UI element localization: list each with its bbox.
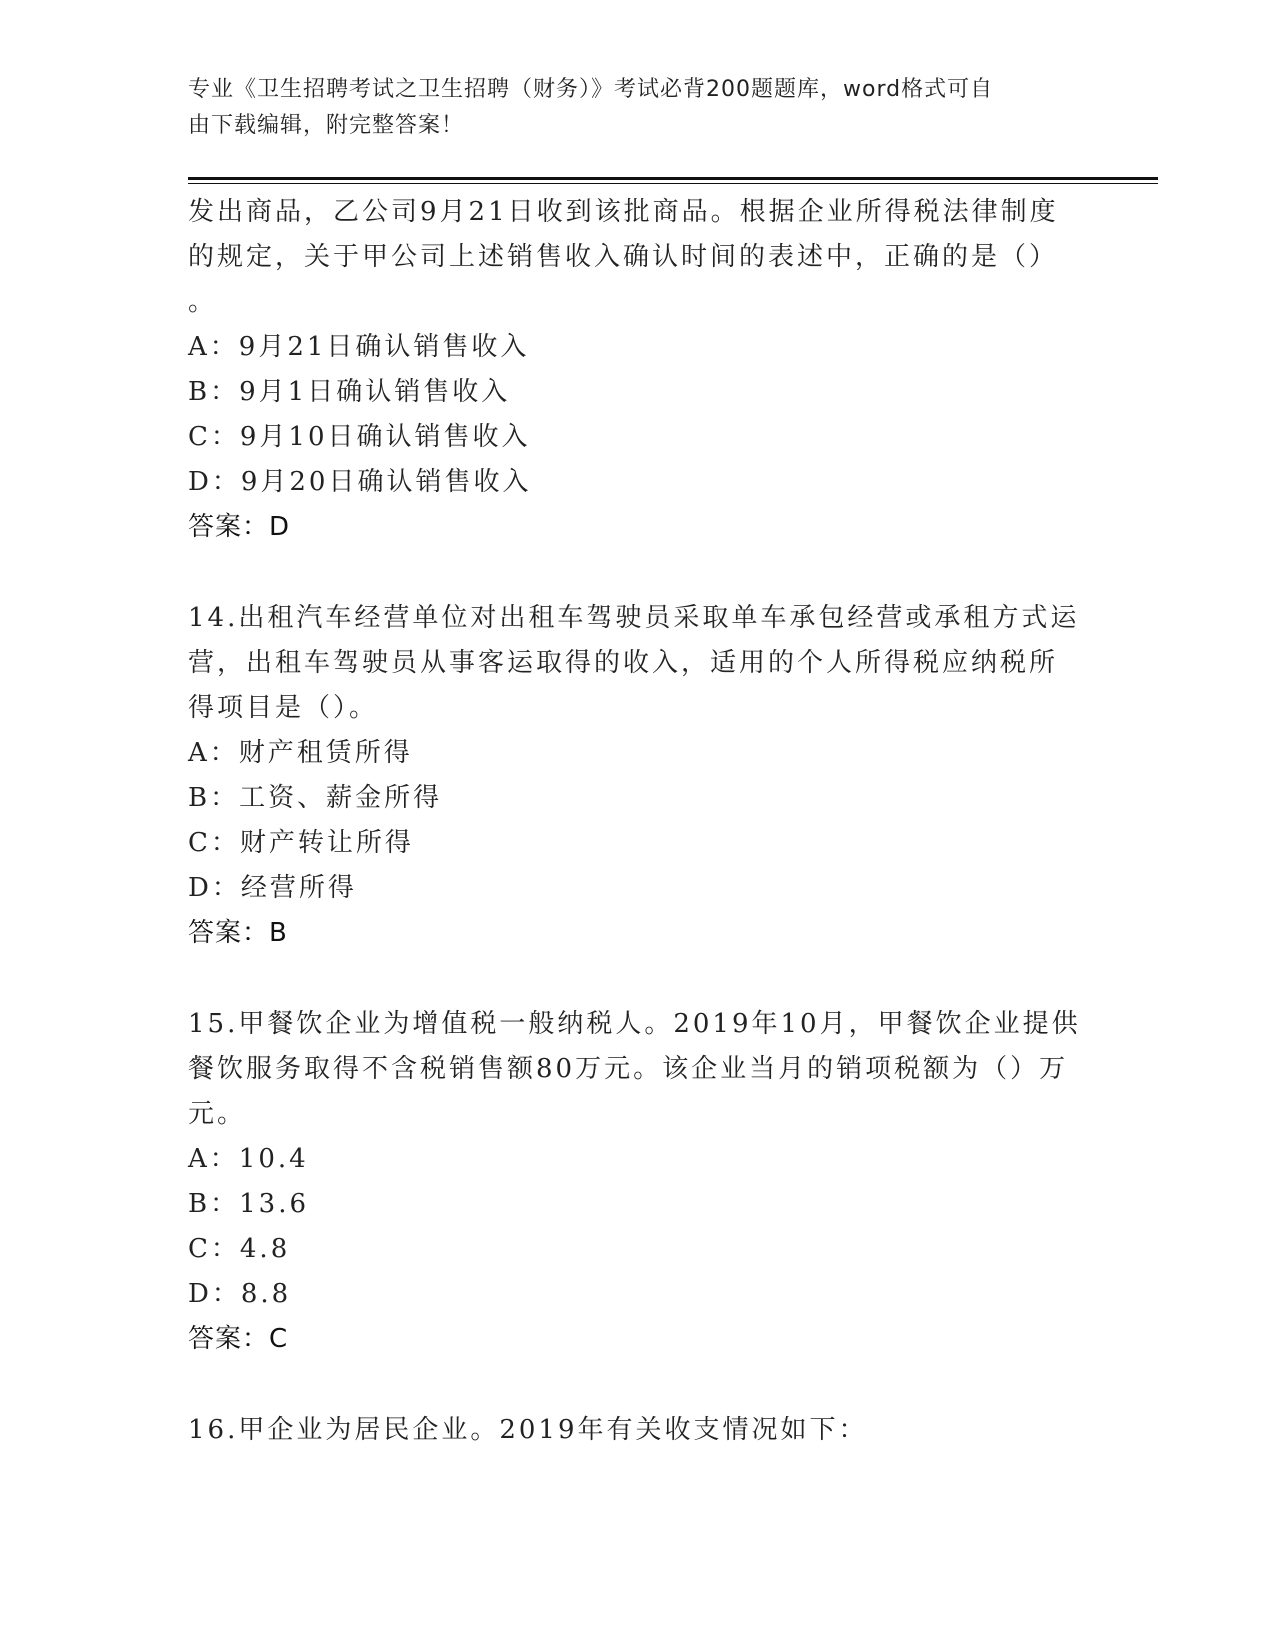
question-16 [188, 1408, 1088, 1453]
option-d: D：9月20日确认销售收入 [188, 467, 532, 497]
option-d: D：8.8 [188, 1279, 292, 1309]
option-d: D：经营所得 [188, 873, 357, 903]
question-14 [188, 596, 1088, 956]
question-15 [188, 1002, 1088, 1362]
spacer [188, 1362, 1088, 1408]
question-text-line: 15.甲餐饮企业为增值税一般纳税人。2019年10月，甲餐饮企业提供 [188, 1009, 1081, 1039]
spacer [188, 550, 1088, 596]
option-b: B：9月1日确认销售收入 [188, 377, 511, 407]
answer: 答案：B [188, 918, 288, 948]
question-13 [188, 190, 1088, 550]
header-line-2: 由下载编辑，附完整答案！ [188, 113, 465, 138]
document-body [188, 190, 1088, 1453]
question-text-line: 。 [188, 287, 218, 317]
question-text-line: 营，出租车驾驶员从事客运取得的收入，适用的个人所得税应纳税所 [188, 648, 1059, 678]
question-text-line: 元。 [188, 1099, 247, 1129]
option-a: A：10.4 [188, 1144, 309, 1174]
option-c: C：9月10日确认销售收入 [188, 422, 531, 452]
option-b: B：工资、薪金所得 [188, 783, 443, 813]
header-line-1: 专业《卫生招聘考试之卫生招聘（财务）》考试必背200题题库，word格式可自 [188, 77, 994, 102]
question-text-line: 餐饮服务取得不含税销售额80万元。该企业当月的销项税额为（）万 [188, 1054, 1069, 1084]
question-text-line: 的规定，关于甲公司上述销售收入确认时间的表述中，正确的是（） [188, 242, 1059, 272]
header-divider-thick [188, 177, 1158, 180]
document-header [188, 72, 1068, 144]
answer: 答案：C [188, 1324, 289, 1354]
option-c: C：财产转让所得 [188, 828, 414, 858]
question-text-line: 得项目是（）。 [188, 693, 379, 723]
option-a: A：财产租赁所得 [188, 738, 413, 768]
answer: 答案：D [188, 512, 291, 542]
option-c: C：4.8 [188, 1234, 291, 1264]
option-b: B：13.6 [188, 1189, 309, 1219]
option-a: A：9月21日确认销售收入 [188, 332, 530, 362]
spacer [188, 956, 1088, 1002]
question-text-line: 16.甲企业为居民企业。2019年有关收支情况如下： [188, 1415, 868, 1445]
question-text-line: 14.出租汽车经营单位对出租车驾驶员采取单车承包经营或承租方式运 [188, 603, 1080, 633]
question-text-line: 发出商品，乙公司9月21日收到该批商品。根据企业所得税法律制度 [188, 197, 1059, 227]
header-divider-thin [188, 183, 1158, 184]
